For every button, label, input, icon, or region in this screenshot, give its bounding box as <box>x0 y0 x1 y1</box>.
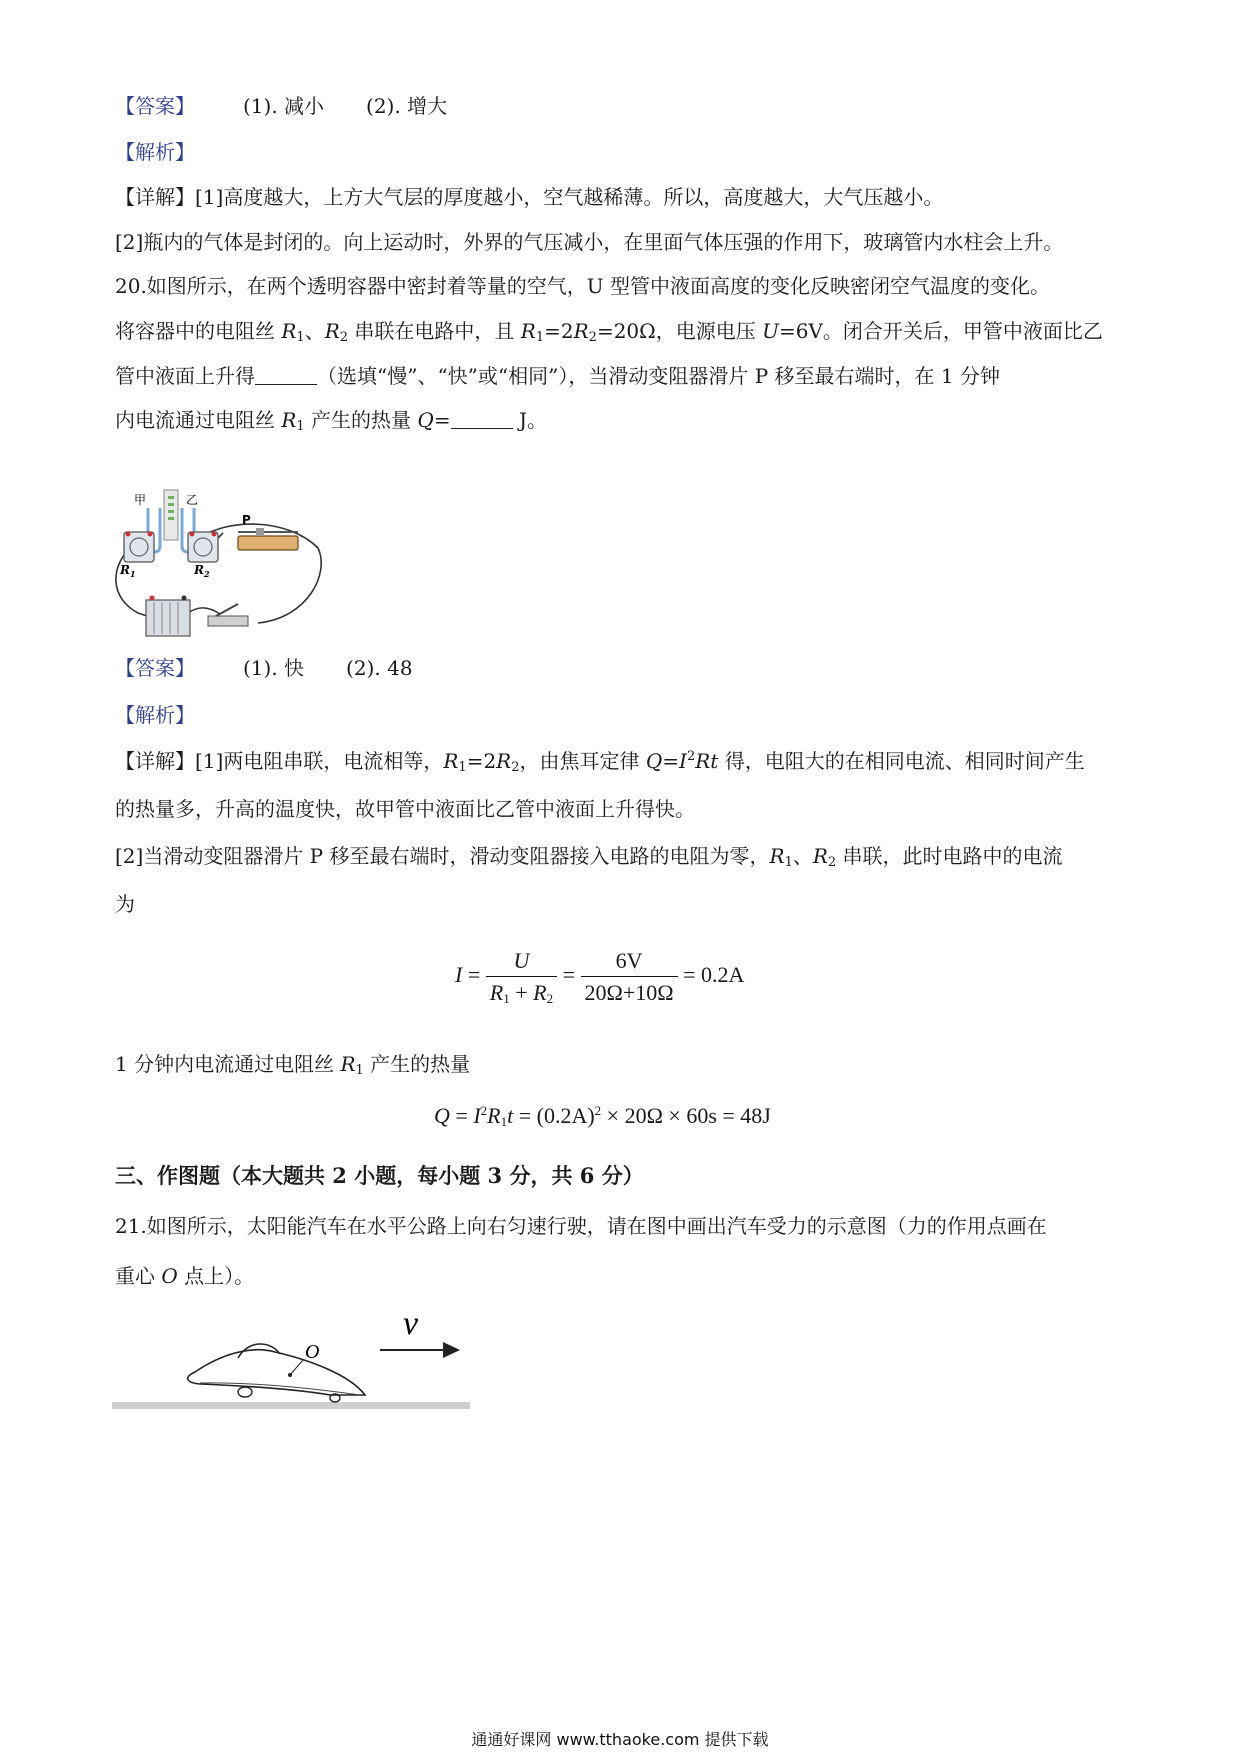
answer-blank-2 <box>451 410 513 429</box>
detail-tag: 【详解】 <box>115 185 195 209</box>
answer-blank-1 <box>255 366 317 385</box>
section-3-heading: 三、作图题（本大题共 2 小题，每小题 3 分，共 6 分） <box>115 1163 644 1188</box>
q20-stem-text-4c: = <box>433 408 451 432</box>
detail-text-2: [2]瓶内的气体是封闭的。向上运动时，外界的气压减小，在里面气体压强的作用下，玻璃管内水柱会上升。 <box>115 230 1064 254</box>
footer-source: 通通好课网 www.tthaoke.com 提供下载 <box>471 1730 769 1749</box>
q20-stem-text-1: 20.如图所示，在两个透明容器中密封着等量的空气，U 型管中液面高度的变化反映密闭空气温度的变化。 <box>115 274 1051 298</box>
q20-stem-3 <box>115 362 1000 390</box>
q20-stem-2: 将容器中的电阻丝 $R_1$、$R_2$ 串联在电路中，且 $R_1=2R_2=20\Omega$，电源电压 U=6V。闭合开关后，甲管中液面比乙 <box>115 319 1103 345</box>
label-p: P <box>242 513 251 527</box>
equation-current: I = $\frac{U}{R_1 + R_2}$ = $\frac{6V}{20\Omega+10\Omega}$ = 0.2A <box>455 948 745 1006</box>
answer-2: (2). 48 <box>346 656 413 680</box>
label-r1: $R_1$ <box>120 563 136 579</box>
q20-detail-4: 为 <box>115 892 135 916</box>
q20-detail-1: 【详解】[1]两电阻串联，电流相等，$R_1=2R_2$，由焦耳定律 $Q=I^2Rt$ 得，电阻大的在相同电流、相同时间产生 <box>115 749 1085 775</box>
answer-tag: 【答案】 <box>115 656 195 680</box>
q19-answer-line <box>115 92 447 120</box>
q20-stem-text-4a: 内电流通过电阻丝 <box>115 408 282 432</box>
q20-stem-4: 内电流通过电阻丝 $R_1$ 产生的热量 Q= J。 <box>115 408 547 434</box>
label-o: O <box>305 1341 320 1363</box>
label-v: v <box>403 1305 419 1342</box>
var-r2: R <box>324 319 340 343</box>
q20-detail-5: 1 分钟内电流通过电阻丝 $R_1$ 产生的热量 <box>115 1052 471 1078</box>
q20-stem-text-2e: =20Ω，电源电压 <box>596 319 763 343</box>
road <box>112 1402 470 1409</box>
answer-2: (2). 增大 <box>366 94 448 118</box>
q19-detail-2 <box>115 228 1063 256</box>
q19-analysis-line <box>115 138 195 166</box>
label-r2: $R_2$ <box>194 563 210 579</box>
answer-1: (1). 减小 <box>243 94 325 118</box>
q20-stem-text-2f: =6V。闭合开关后，甲管中液面比乙 <box>778 319 1103 343</box>
equation-heat: $Q = I^2R_1t = (0.2A)^2 \times 20\Omega \times 60s = 48J$ <box>434 1103 771 1129</box>
q21-stem-1: 21.如图所示，太阳能汽车在水平公路上向右匀速行驶，请在图中画出汽车受力的示意图（力的作用点画在 <box>115 1214 1047 1238</box>
answer-tag: 【答案】 <box>115 94 195 118</box>
car-body <box>188 1350 365 1395</box>
q20-stem-1 <box>115 272 1050 300</box>
q20-stem-text-2a: 将容器中的电阻丝 <box>115 319 282 343</box>
q21-stem-2: 重心 O 点上）。 <box>115 1264 255 1288</box>
q20-detail-3: [2]当滑动变阻器滑片 P 移至最右端时，滑动变阻器接入电路的电阻为零，$R_1$、$R_2$ 串联，此时电路中的电流 <box>115 844 1063 870</box>
analysis-tag: 【解析】 <box>115 140 195 164</box>
q20-stem-text-4b: 产生的热量 <box>304 408 418 432</box>
var-r1: R <box>281 319 297 343</box>
label-yi: 乙 <box>186 493 199 507</box>
analysis-tag: 【解析】 <box>115 703 195 727</box>
label-jia: 甲 <box>134 493 147 507</box>
solar-car-figure <box>110 1300 480 1415</box>
q20-answer-line <box>115 654 413 682</box>
q20-stem-text-3b: （选填“慢”、“快”或“相同”），当滑动变阻器滑片 P 移至最右端时，在 1 分钟 <box>317 364 1000 388</box>
front-wheel <box>238 1387 252 1397</box>
q20-stem-text-2c: 串联在电路中，且 <box>348 319 521 343</box>
detail-tag: 【详解】 <box>115 749 195 773</box>
q20-stem-text-3a: 管中液面上升得 <box>115 364 255 388</box>
answer-1: (1). 快 <box>243 656 305 680</box>
arrowhead <box>443 1342 460 1358</box>
q20-stem-text-4d: J。 <box>512 408 547 432</box>
circuit-figure <box>108 488 323 640</box>
detail-text-1: [1]高度越大，上方大气层的厚度越小，空气越稀薄。所以，高度越大，大气压越小。 <box>195 185 944 209</box>
q19-detail-1 <box>115 183 943 211</box>
q20-stem-text-2d: =2 <box>544 319 574 343</box>
q20-analysis-line <box>115 701 195 729</box>
q20-detail-2: 的热量多，升高的温度快，故甲管中液面比乙管中液面上升得快。 <box>115 797 695 821</box>
q20-stem-text-2b: 、 <box>304 319 325 343</box>
